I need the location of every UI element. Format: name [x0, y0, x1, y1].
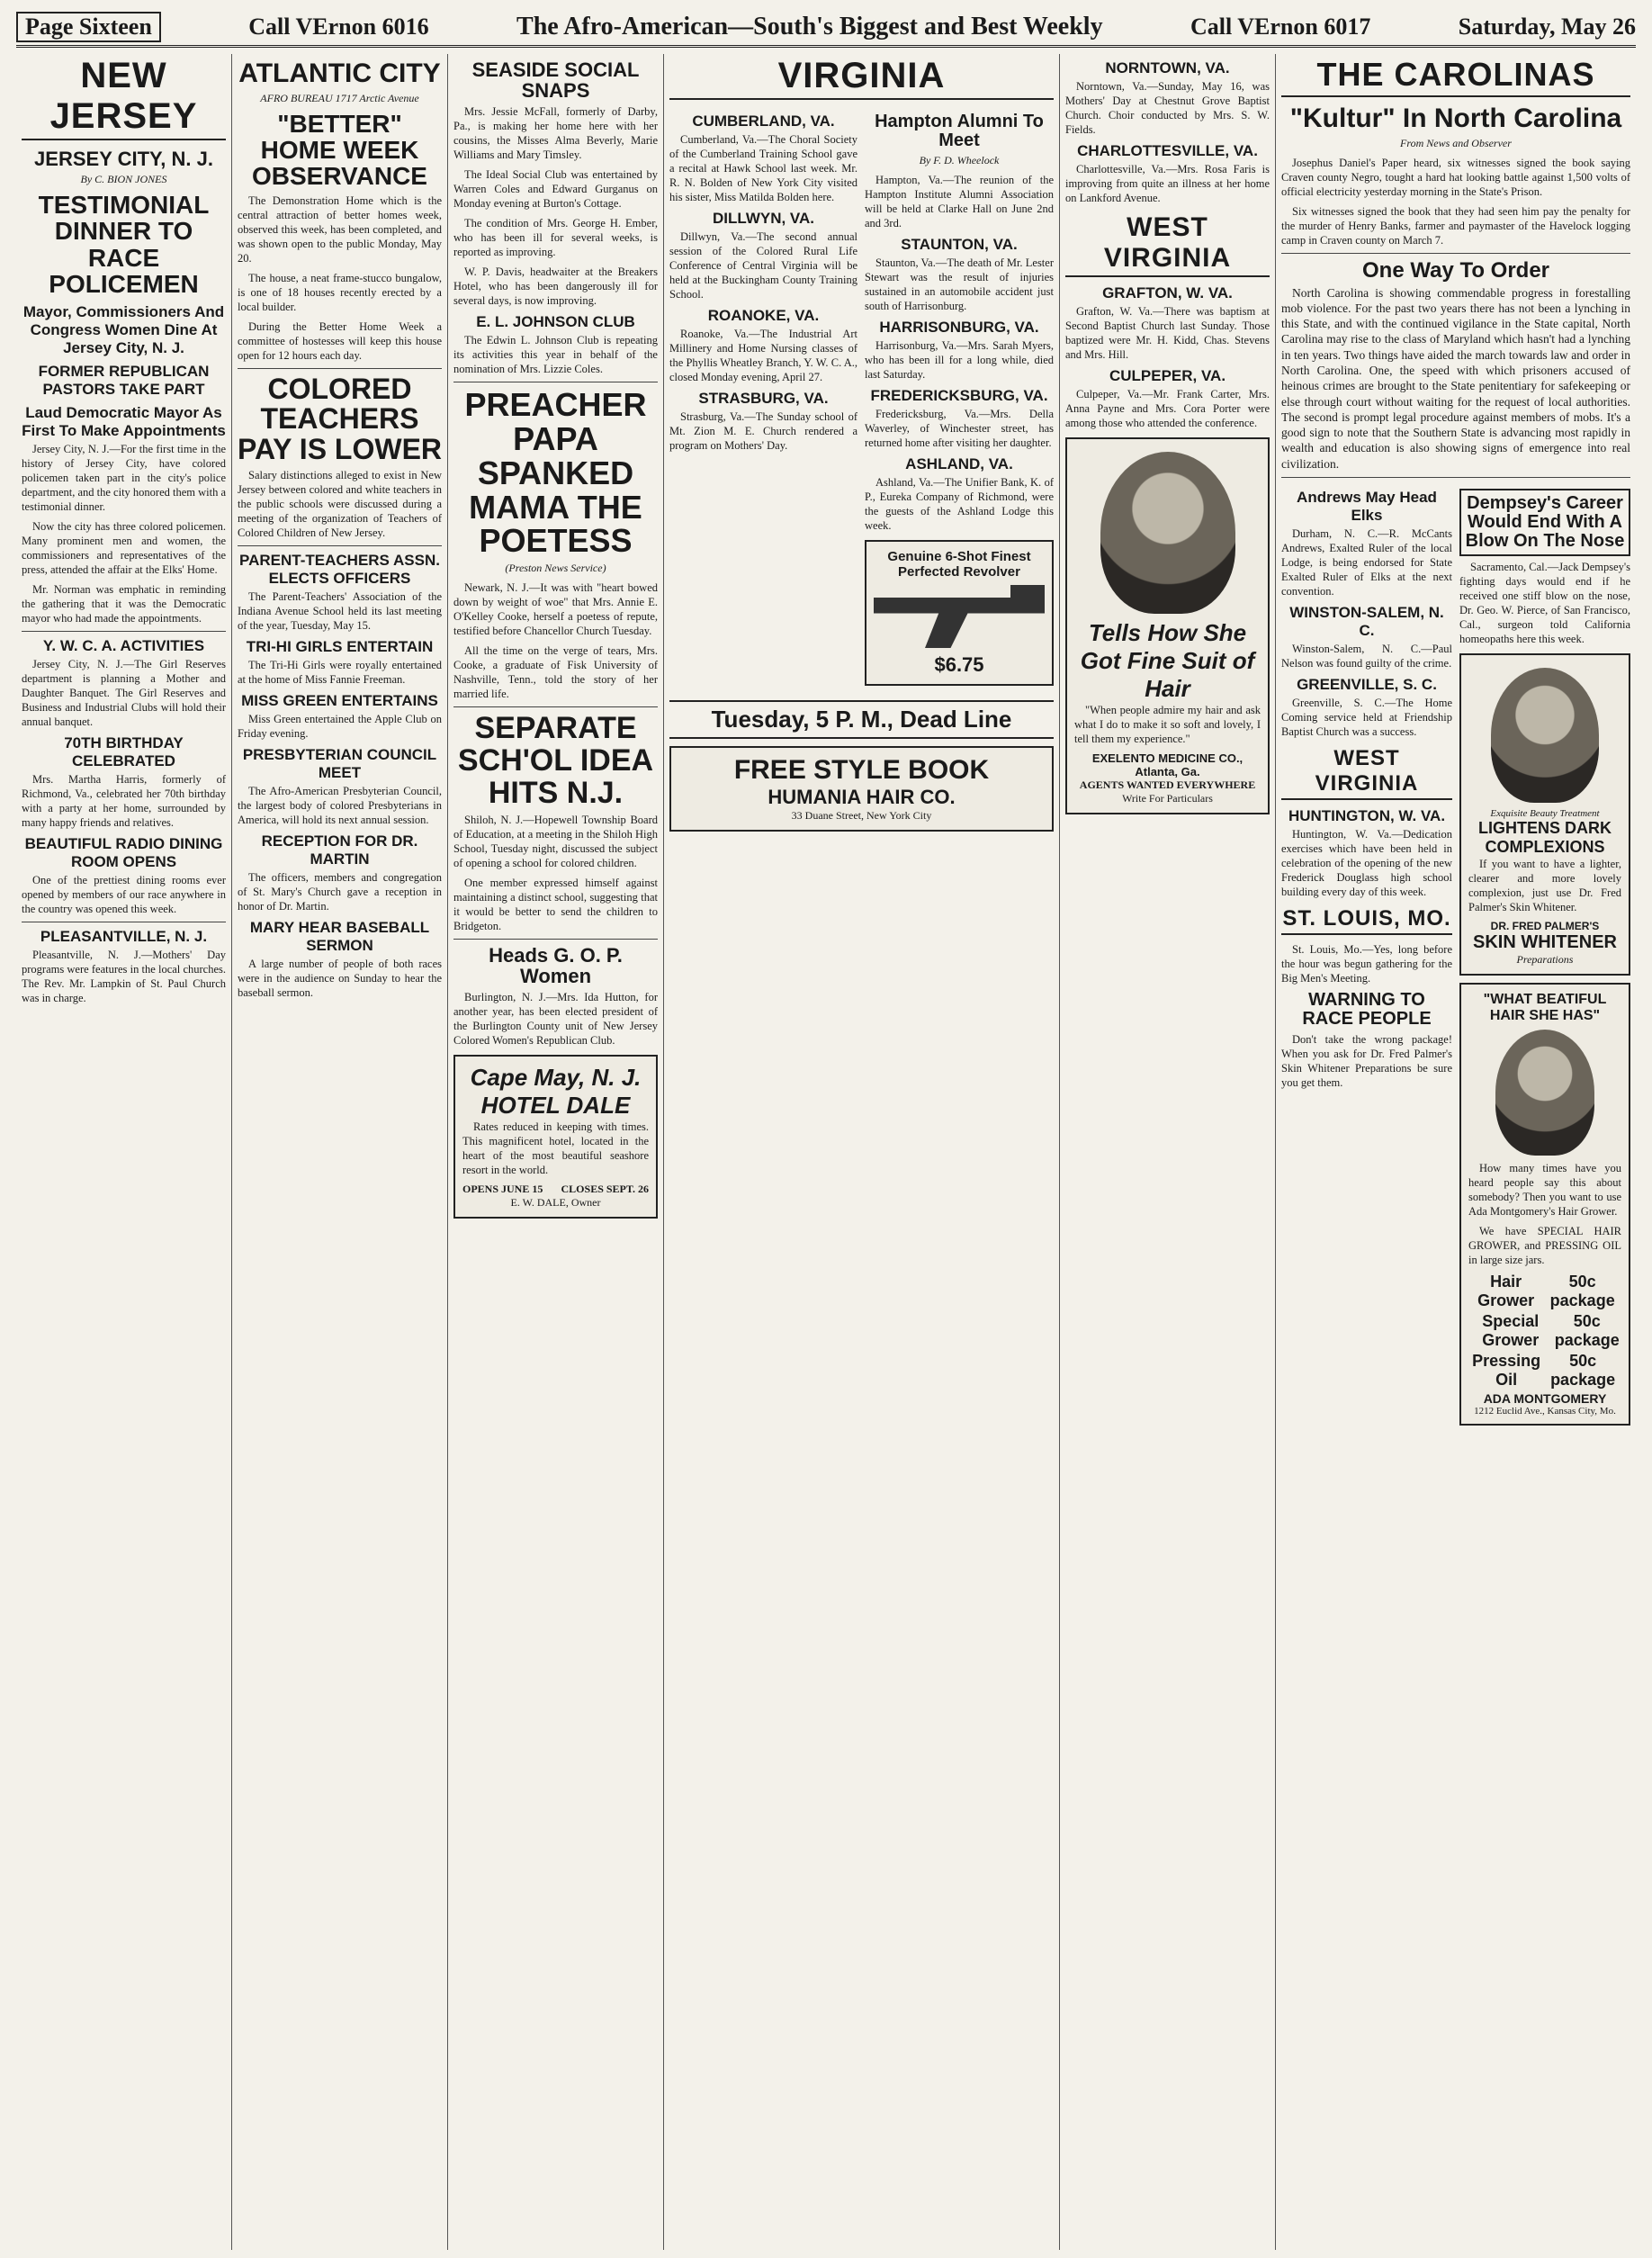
column-virginia-right: [1060, 54, 1276, 2250]
tri-hi-body: The Tri-Hi Girls were royally entertained at the home of Miss Fannie Freeman.: [238, 659, 442, 687]
huntington-place: HUNTINGTON, W. VA.: [1288, 806, 1446, 824]
section-west-virginia: WEST VIRGINIA: [1065, 211, 1270, 277]
column-atlantic-city: [232, 54, 448, 2250]
hair-portrait-image: [1495, 1030, 1594, 1156]
green-title: MISS GREEN ENTERTAINS: [241, 692, 438, 710]
section-carolinas: THE CAROLINAS: [1281, 54, 1630, 97]
fredericksburg-body: Fredericksburg, Va.—Mrs. Della Waverley, of Winchester street, has returned home after visiting her daughter.: [865, 408, 1054, 449]
dempsey-body: Sacramento, Cal.—Jack Dempsey's fighting days would end if he received one stiff blow on the nose, Dr. Geo. W. Pierce, of San Francisco, Cal., surgeon told California homeopaths here this week.: [1459, 560, 1630, 645]
pta-title: PARENT-TEACHERS ASSN. ELECTS OFFICERS: [239, 552, 440, 588]
pleasantville-place: PLEASANTVILLE, N. J.: [40, 927, 208, 945]
seaside-headline: SEASIDE SOCIAL SNAPS: [471, 58, 640, 103]
elks-headline: Andrews May Head Elks: [1297, 488, 1437, 524]
pta-body: The Parent-Teachers' Association of the Indiana Avenue School held its last meeting of the year, Tuesday, May 15.: [238, 590, 442, 633]
revolver-price: $6.75: [934, 653, 984, 676]
elks-body: Durham, N. C.—R. McCants Andrews, Exalted Ruler of the local Lodge, is being endorsed for State Exalted Ruler of Elks at the next convention.: [1281, 526, 1452, 598]
separate-para: Shiloh, N. J.—Hopewell Township Board of Education, at a meeting in the Shiloh High School, Tuesday night, discussed the subject of opening a school for colored children.: [453, 814, 658, 870]
seaside-para: The Ideal Social Club was entertained by Warren Coles and Edward Gurganus on Monday evening at Burton's Cottage.: [453, 168, 658, 211]
testimonial-para: Mr. Norman was emphatic in reminding the gathering that it was the Democratic mayor who had made the appointments.: [22, 582, 226, 625]
revolver-ad: [865, 540, 1054, 686]
section-west-virginia-2: WEST VIRGINIA: [1281, 744, 1452, 800]
presbyterian-body: The Afro-American Presbyterian Council, the largest body of colored Presbyterians in America, will hold its next annual session.: [238, 785, 442, 827]
atlantic-city-place: ATLANTIC CITY: [238, 58, 441, 88]
johnson-club-body: The Edwin L. Johnson Club is repeating its activities this year in behalf of the nomination of Mrs. Lizzie Coles.: [453, 334, 658, 376]
baseball-body: A large number of people of both races were in the audience on Sunday to hear the baseball sermon.: [238, 958, 442, 1000]
dempsey-headline: Dempsey's Career Would End With A Blow On The Nose: [1459, 489, 1630, 556]
hotel-closes: CLOSES SEPT. 26: [561, 1183, 649, 1196]
staunton-body: Staunton, Va.—The death of Mr. Lester Stewart was the result of injuries sustained in an automobile accident just south of Harrisonburg.: [865, 256, 1054, 312]
pleasantville-body: Pleasantville, N. J.—Mothers' Day programs were features in the local churches. The Rev. Mr. Lampkin of St. Paul Church was in charge.: [22, 948, 226, 1004]
harrisonburg-place: HARRISONBURG, VA.: [879, 319, 1039, 336]
jersey-city-byline: By C. BION JONES: [80, 173, 167, 185]
price-row: Hair Grower 50c package: [1477, 1272, 1615, 1309]
column-carolinas: [1276, 54, 1636, 2250]
preacher-headline: PREACHER PAPA SPANKED MAMA THE POETESS: [464, 386, 647, 560]
presbyterian-title: PRESBYTERIAN COUNCIL MEET: [242, 746, 437, 782]
greenville-body: Greenville, S. C.—The Home Coming service held at Friendship Baptist Church was a success.: [1281, 696, 1452, 738]
revolver-headline: Genuine 6-Shot Finest Perfected Revolver: [887, 549, 1031, 580]
hotel-owner: E. W. DALE, Owner: [510, 1196, 601, 1210]
testimonial-para: Jersey City, N. J.—For the first time in the history of Jersey City, have colored policemen taken part in the city's police department, and the city honored them with a testimonial dinner.: [22, 442, 227, 513]
palmer-headline: LIGHTENS DARK COMPLEXIONS: [1478, 818, 1612, 856]
baseball-title: MARY HEAR BASEBALL SERMON: [249, 919, 430, 955]
palmer-product-sub: Preparations: [1516, 952, 1574, 966]
home-week-para: During the Better Home Week a committee of hostesses will keep this house open for 12 hours each day.: [238, 319, 442, 362]
hair-body: How many times have you heard people say this about somebody? Then you want to use Ada Montgomery's Hair Grower.: [1468, 1161, 1621, 1218]
st-louis-body: St. Louis, Mo.—Yes, long before the hour was begun gathering for the Big Men's Meeting.: [1281, 942, 1452, 985]
style-book-ad: [669, 746, 1054, 832]
montgomery-maker: ADA MONTGOMERY: [1483, 1390, 1607, 1406]
beauty-portrait-image: [1491, 668, 1599, 803]
harrisonburg-body: Harrisonburg, Va.—Mrs. Sarah Myers, who has been ill for a long while, died last Saturday.: [865, 339, 1054, 381]
home-week-para: The Demonstration Home which is the central attraction of better homes week, observed this week, has been completed, and was shown open to the public Monday, May 20.: [238, 193, 442, 265]
exelento-agents: AGENTS WANTED EVERYWHERE: [1079, 778, 1256, 791]
kultur-para: Josephus Daniel's Paper heard, six witnesses signed the book saying Craven county Negro, tought a hard hat looking battle against 1,500 volts of official electricity yesterday morning in the State's Prison.: [1281, 156, 1630, 198]
charlottesville-body: Charlottesville, Va.—Mrs. Rosa Faris is improving from quite an illness at her home on Lankford Avenue.: [1065, 163, 1270, 204]
seaside-para: W. P. Davis, headwaiter at the Breakers Hotel, who has been dangerously ill for several days, is now improving.: [453, 265, 658, 308]
humania-company: HUMANIA HAIR CO.: [768, 786, 956, 808]
kultur-headline: "Kultur" In North Carolina: [1289, 103, 1622, 133]
palmer-product: SKIN WHITENER: [1473, 931, 1617, 952]
column-new-jersey: [16, 54, 232, 2250]
palmer-caption: Exquisite Beauty Treatment: [1490, 807, 1600, 819]
section-st-louis: ST. LOUIS, MO.: [1281, 904, 1452, 935]
price-row: Special Grower 50c package: [1482, 1311, 1620, 1349]
preston-service: (Preston News Service): [505, 562, 606, 575]
revolver-icon: [874, 585, 1045, 648]
exelento-headline: Tells How She Got Fine Suit of Hair: [1080, 619, 1255, 702]
section-virginia: VIRGINIA: [669, 54, 1054, 100]
winston-body: Winston-Salem, N. C.—Paul Nelson was found guilty of the crime.: [1281, 642, 1452, 670]
green-body: Miss Green entertained the Apple Club on Friday evening.: [238, 713, 442, 741]
issue-date: Saturday, May 26: [1458, 13, 1636, 40]
teachers-body: Salary distinctions alleged to exist in New Jersey between colored and white teachers in the public schools were discussed during a meeting of the organization of Teachers of Colored Children of New Jersey.: [238, 469, 442, 540]
hotel-dale-body: Rates reduced in keeping with times. This magnificent hotel, located in the heart of the most beautiful seashore resort in the world.: [462, 1120, 649, 1177]
phone-left: Call VErnon 6016: [248, 13, 429, 40]
exelento-body: "When people admire my hair and ask what I do to make it so soft and lovely, I tell them my experience.": [1074, 704, 1261, 745]
palmer-brand: DR. FRED PALMER'S: [1490, 919, 1600, 932]
staunton-place: STAUNTON, VA.: [901, 236, 1018, 253]
column-virginia: [664, 54, 1060, 2250]
cumberland-place: CUMBERLAND, VA.: [692, 112, 835, 130]
palmer-ad: [1459, 653, 1630, 976]
huntington-body: Huntington, W. Va.—Dedication exercises which have been held in celebration of the opening of the new Frederick Douglass high school building every day of this week.: [1281, 827, 1452, 898]
ashland-place: ASHLAND, VA.: [905, 455, 1013, 472]
phone-right: Call VErnon 6017: [1190, 13, 1371, 40]
charlottesville-place: CHARLOTTESVILLE, VA.: [1077, 142, 1258, 159]
one-way-body: North Carolina is showing commendable progress in forestalling mob violence. For the past two years there has not been a lynching in this State, and with the continued vigilance in the State capital, North Carolina may rise to the class of Maryland which hasn't had a lynching in ten years. Two things have aided the march towards law and order in North Carolina. One, the speed with which prisoners accused of heinous crimes are brought to the State penitentiary for safekeeping or else through court without waiting for the request of local authorities. The second is prompt legal procedure against members of mobs. It's a good sign to note that the Southern State is advancing most rapidly in wealth and education is also showing signs of emergence into real civilization.: [1281, 285, 1630, 471]
hair-sub: We have SPECIAL HAIR GROWER, and PRESSING OIL in large size jars.: [1468, 1224, 1621, 1266]
testimonial-deck-2: FORMER REPUBLICAN PASTORS TAKE PART: [38, 362, 210, 398]
grafton-body: Grafton, W. Va.—There was baptism at Second Baptist Church last Sunday. Those baptized were Mr. H. Kidd, Chas. Stevens and Mrs. Hill.: [1065, 305, 1270, 361]
culpeper-place: CULPEPER, VA.: [1109, 367, 1226, 384]
humania-address: 33 Duane Street, New York City: [791, 809, 932, 822]
seaside-para: Mrs. Jessie McFall, formerly of Darby, Pa., is making her home here with her cousins, the Misses Alma Beverly, Marie Williams and Mary Timsley.: [453, 105, 658, 162]
masthead: The Afro-American—South's Biggest and Best Weekly: [516, 13, 1103, 40]
montgomery-ad: [1459, 983, 1630, 1426]
kultur-source: From News and Observer: [1400, 136, 1512, 149]
home-week-headline: "BETTER" HOME WEEK OBSERVANCE: [251, 109, 427, 191]
palmer-body: If you want to have a lighter, clearer and more lovely complexion, just use Dr. Fred Palmer's Skin Whitener.: [1468, 857, 1621, 913]
ywca-body: Jersey City, N. J.—The Girl Reserves department is planning a Mother and Daughter Banquet. The Girl Reserves and Business and Industrial Clubs will hold their annual banquet.: [22, 657, 226, 728]
martin-title: RECEPTION FOR DR. MARTIN: [261, 832, 418, 868]
seaside-para: The condition of Mrs. George H. Ember, who has been ill for several weeks, is reported as improving.: [453, 217, 658, 259]
ywca-title: Y. W. C. A. ACTIVITIES: [42, 636, 205, 654]
exelento-cta: Write For Particulars: [1122, 792, 1213, 805]
roanoke-body: Roanoke, Va.—The Industrial Art Millinery and Home Nursing classes of the Phyllis Wheatley Branch, Y. W. C. A., closed Monday evening, April 27.: [669, 328, 857, 383]
cumberland-body: Cumberland, Va.—The Choral Society of the Cumberland Training School gave a recital at Hawk School last week. Mr. R. N. Bolden of New York City visited his sister, Miss Matilda Bolden here.: [669, 133, 857, 203]
montgomery-address: 1212 Euclid Ave., Kansas City, Mo.: [1474, 1405, 1616, 1417]
winston-place: WINSTON-SALEM, N. C.: [1289, 603, 1444, 639]
preacher-para: All the time on the verge of tears, Mrs. Cooke, a graduate of Fisk University of Nashville, Tenn., told the story of her married life.: [453, 644, 658, 701]
hampton-body: Hampton, Va.—The reunion of the Hampton Institute Alumni Association will be held at Clarke Hall on June 2nd and 3rd.: [865, 174, 1054, 229]
exelento-ad: [1065, 437, 1270, 814]
warning-body: Don't take the wrong package! When you ask for Dr. Fred Palmer's Skin Whitener Preparations be sure you get them.: [1281, 1032, 1452, 1089]
page-number: Page Sixteen: [16, 12, 161, 42]
deadline-banner: Tuesday, 5 P. M., Dead Line: [669, 700, 1054, 739]
page-header: [16, 9, 1636, 48]
grafton-place: GRAFTON, W. VA.: [1102, 284, 1233, 301]
ashland-body: Ashland, Va.—The Unifier Bank, K. of P., Eureka Company of Richmond, were the guests of the Ashland Lodge this week.: [865, 476, 1054, 532]
dining-title: BEAUTIFUL RADIO DINING ROOM OPENS: [24, 834, 223, 870]
teachers-headline: COLORED TEACHERS PAY IS LOWER: [238, 372, 443, 465]
afro-bureau: AFRO BUREAU 1717 Arctic Avenue: [260, 91, 419, 104]
testimonial-deck-3: Laud Democratic Mayor As First To Make Appointments: [22, 403, 226, 439]
greenville-place: GREENVILLE, S. C.: [1297, 675, 1437, 693]
testimonial-para: Now the city has three colored policemen. Many prominent men and women, the commissioners and representatives of the press, attended the affair at the Elks' Home.: [22, 519, 226, 576]
testimonial-headline: TESTIMONIAL DINNER TO RACE POLICEMEN: [38, 191, 210, 299]
preacher-para: Newark, N. J.—It was with "heart bowed down by weight of woe" that Mrs. Annie E. O'Kelley Cooke, herself a poetess of repute, testified before Chancellor Church Tuesday.: [453, 581, 658, 638]
fredericksburg-place: FREDERICKSBURG, VA.: [870, 387, 1048, 404]
culpeper-body: Culpeper, Va.—Mr. Frank Carter, Mrs. Anna Payne and Mrs. Cora Porter were among those who attended the conference.: [1065, 388, 1270, 429]
section-new-jersey: NEW JERSEY: [22, 54, 226, 140]
hotel-dale-ad: [453, 1055, 658, 1219]
hampton-headline: Hampton Alumni To Meet: [875, 112, 1044, 150]
testimonial-deck-1: Mayor, Commissioners And Congress Women Dine At Jersey City, N. J.: [22, 302, 225, 356]
norntown-body: Norntown, Va.—Sunday, May 16, was Mothers' Day at Chestnut Grove Baptist Church. Choir conducted by Mrs. S. W. Fields.: [1065, 80, 1270, 136]
style-book-headline: FREE STYLE BOOK: [733, 755, 990, 785]
johnson-club-title: E. L. JOHNSON CLUB: [476, 313, 635, 331]
warning-headline: WARNING TO RACE PEOPLE: [1302, 989, 1432, 1029]
dining-body: One of the prettiest dining rooms ever opened by members of our race anywhere in the country was opened this week.: [22, 873, 226, 915]
hotel-dale-headline: Cape May, N. J. HOTEL DALE: [470, 1064, 642, 1120]
home-week-para: The house, a neat frame-stucco bungalow, is one of 18 houses recently erected by a local builder.: [238, 271, 442, 313]
hair-headline: "WHAT BEATIFUL HAIR SHE HAS": [1483, 991, 1607, 1023]
separate-school-headline: SEPARATE SCH'OL IDEA HITS N.J.: [457, 711, 654, 810]
hampton-byline: By F. D. Wheelock: [919, 154, 1000, 166]
column-seaside: [448, 54, 664, 2250]
kultur-para: Six witnesses signed the book that they had seen him pay the penalty for the murder of Henry Banks, farmer and paymaster of the Havelock logging camp in Craven county on March 7.: [1281, 204, 1630, 247]
norntown-place: NORNTOWN, VA.: [1105, 59, 1230, 76]
price-row: Pressing Oil 50c package: [1472, 1351, 1616, 1389]
strasburg-body: Strasburg, Va.—The Sunday school of Mt. Zion M. E. Church rendered a program on Mothers' Day.: [669, 410, 857, 452]
jersey-city-place: JERSEY CITY, N. J.: [34, 148, 213, 170]
dillwyn-place: DILLWYN, VA.: [712, 210, 814, 227]
roanoke-place: ROANOKE, VA.: [707, 307, 820, 324]
martin-body: The officers, members and congregation of St. Mary's Church gave a reception in honor of Dr. Martin.: [238, 871, 442, 913]
one-way-headline: One Way To Order: [1361, 257, 1550, 283]
gop-headline: Heads G. O. P. Women: [489, 944, 623, 988]
exelento-company: EXELENTO MEDICINE CO., Atlanta, Ga.: [1091, 751, 1243, 778]
tri-hi-title: TRI-HI GIRLS ENTERTAIN: [246, 638, 434, 656]
gop-body: Burlington, N. J.—Mrs. Ida Hutton, for another year, has been elected president of the Burlington County unit of New Jersey Colored Women's Republican Club.: [453, 991, 658, 1048]
hotel-opens: OPENS JUNE 15: [462, 1183, 543, 1196]
strasburg-place: STRASBURG, VA.: [698, 390, 829, 407]
dillwyn-body: Dillwyn, Va.—The second annual session of the Colored Rural Life Conference of Central Virginia will be held at the Buckingham County Training School.: [669, 230, 857, 301]
woman-portrait-image: [1100, 452, 1235, 614]
birthday-body: Mrs. Martha Harris, formerly of Richmond, Va., celebrated her 70th birthday with a party at her home, surrounded by many happy friends and relatives.: [22, 772, 226, 829]
birthday-title: 70TH BIRTHDAY CELEBRATED: [64, 733, 184, 769]
separate-para: One member expressed himself against maintaining a distinct school, suggesting that it would be better to send the children to Bridgeton.: [453, 877, 658, 933]
